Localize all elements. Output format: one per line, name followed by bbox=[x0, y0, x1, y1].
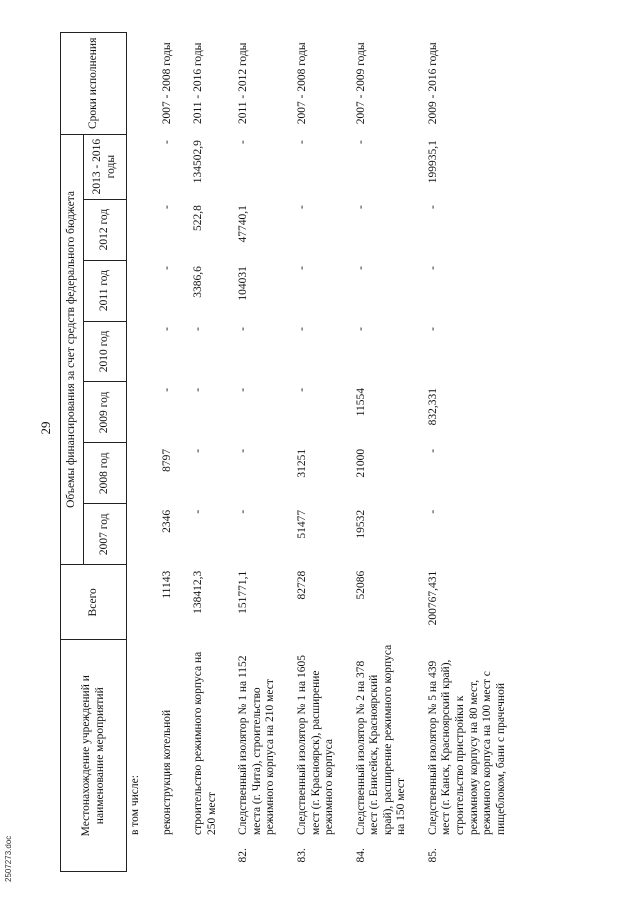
row-y2013-2016: - bbox=[354, 140, 367, 144]
row-number: 85. bbox=[426, 848, 439, 863]
row-y2007: 51477 bbox=[295, 509, 308, 539]
header-year-2013-2016: 2013 - 2016 годы bbox=[84, 134, 127, 199]
row-term: 2009 - 2016 годы bbox=[426, 42, 439, 125]
row-y2013-2016: 199935,1 bbox=[426, 140, 439, 184]
row-y2008: 8797 bbox=[160, 448, 173, 472]
row-y2012: - bbox=[426, 205, 439, 209]
row-y2011: - bbox=[426, 266, 439, 270]
row-y2013-2016 bbox=[127, 134, 145, 199]
row-y2007 bbox=[127, 504, 145, 565]
row-y2013-2016: - bbox=[295, 140, 308, 144]
header-year-2009: 2009 год bbox=[84, 382, 127, 443]
row-total: 52086 bbox=[354, 570, 367, 600]
row-y2009: - bbox=[160, 387, 173, 392]
row-y2008: - bbox=[192, 448, 205, 453]
row-y2010: - bbox=[295, 327, 308, 331]
funding-table bbox=[60, 32, 510, 872]
row-y2008 bbox=[127, 443, 145, 504]
row-name: Следственный изолятор № 5 на 439 мест (г. Канск, Красноярский край), строительство пристройки к режимному корпусу на 80 мест, режимного корпуса на 100 мест с пищеблоком, бани с прачечной bbox=[426, 659, 507, 835]
table-row bbox=[280, 33, 339, 872]
row-y2011: 3386,6 bbox=[192, 266, 205, 298]
row-y2009: - bbox=[192, 387, 205, 392]
row-name: реконструкция котельной bbox=[160, 709, 173, 835]
row-y2010: - bbox=[426, 327, 439, 331]
table-header bbox=[61, 33, 127, 872]
row-y2013-2016: - bbox=[237, 140, 250, 144]
row-total: 11143 bbox=[160, 570, 173, 599]
row-y2009: - bbox=[237, 387, 250, 392]
row-y2011 bbox=[127, 260, 145, 321]
row-term: 2011 - 2016 годы bbox=[192, 42, 205, 125]
row-number bbox=[145, 839, 177, 872]
row-term: 2007 - 2008 годы bbox=[160, 42, 173, 125]
row-y2012: - bbox=[354, 205, 367, 209]
table-row bbox=[221, 33, 280, 872]
row-name: строительство режимного корпуса на 250 мест bbox=[192, 651, 218, 835]
row-name: в том числе: bbox=[129, 775, 141, 835]
row-y2012 bbox=[127, 199, 145, 260]
row-total: 82728 bbox=[295, 570, 308, 600]
table-row bbox=[339, 33, 411, 872]
header-year-2010: 2010 год bbox=[84, 321, 127, 382]
row-y2010 bbox=[127, 321, 145, 382]
row-y2010: - bbox=[237, 327, 250, 331]
row-y2010: - bbox=[160, 327, 173, 331]
header-term: Сроки исполнения bbox=[61, 33, 127, 135]
row-name: Следственный изолятор № 1 на 1605 мест (г. Красноярск), расширение режимного корпуса bbox=[295, 655, 336, 835]
row-term: 2007 - 2008 годы bbox=[295, 42, 308, 125]
row-y2010: - bbox=[354, 327, 367, 331]
row-total: 138412,3 bbox=[192, 570, 205, 614]
row-term: 2011 - 2012 годы bbox=[237, 42, 250, 125]
rotated-page bbox=[38, 32, 608, 872]
row-y2007: 2346 bbox=[160, 509, 173, 533]
row-y2012: - bbox=[160, 205, 173, 209]
row-y2013-2016: 134502,9 bbox=[192, 140, 205, 184]
row-y2012: 47740,1 bbox=[237, 205, 250, 243]
row-y2008: 31251 bbox=[295, 448, 308, 478]
row-y2011: - bbox=[354, 266, 367, 270]
row-y2013-2016: - bbox=[160, 140, 173, 144]
row-name: Следственный изолятор № 1 на 1152 места (г. Чита), строительство режимного корпуса на 210 мест bbox=[237, 655, 277, 835]
row-y2008: - bbox=[426, 448, 439, 453]
table-row bbox=[176, 33, 221, 872]
row-number bbox=[176, 839, 221, 872]
row-y2011: - bbox=[160, 266, 173, 270]
row-y2009: 11554 bbox=[354, 387, 367, 417]
row-y2007: - bbox=[237, 509, 250, 514]
row-y2009 bbox=[127, 382, 145, 443]
table-body bbox=[127, 33, 511, 872]
row-term: 2007 - 2009 годы bbox=[354, 42, 367, 125]
row-y2007: 19532 bbox=[354, 509, 367, 539]
row-number: 84. bbox=[354, 848, 367, 863]
row-y2009: 832,331 bbox=[426, 387, 439, 426]
row-y2009: - bbox=[295, 387, 308, 392]
table-row bbox=[145, 33, 177, 872]
row-total bbox=[127, 565, 145, 640]
table-row bbox=[127, 33, 145, 872]
row-y2008: - bbox=[237, 448, 250, 453]
page-number: 29 bbox=[38, 421, 53, 435]
row-name: Следственный изолятор № 2 на 378 мест (г. Енисейск, Красноярский край), расширение режимного корпуса на 150 мест bbox=[354, 644, 408, 835]
row-y2011: - bbox=[295, 266, 308, 270]
table-row bbox=[411, 33, 510, 872]
row-y2007: - bbox=[192, 509, 205, 514]
header-year-2011: 2011 год bbox=[84, 260, 127, 321]
header-year-2008: 2008 год bbox=[84, 443, 127, 504]
header-year-2007: 2007 год bbox=[84, 504, 127, 565]
row-term bbox=[127, 33, 145, 135]
row-total: 151771,1 bbox=[237, 570, 250, 614]
row-number: 82. bbox=[237, 848, 250, 863]
header-place: Местонахождение учреждений и наименование мероприятий bbox=[61, 640, 127, 872]
row-number bbox=[127, 839, 145, 872]
row-y2012: 522,8 bbox=[192, 205, 205, 232]
row-y2011: 104031 bbox=[237, 266, 250, 301]
row-y2010: - bbox=[192, 327, 205, 331]
footer-filename: 2507273.doc bbox=[4, 835, 13, 882]
header-year-2012: 2012 год bbox=[84, 199, 127, 260]
row-y2008: 21000 bbox=[354, 448, 367, 478]
row-number: 83. bbox=[295, 848, 308, 863]
row-total: 200767,431 bbox=[426, 570, 439, 626]
header-total: Всего bbox=[61, 565, 127, 640]
row-y2007: - bbox=[426, 509, 439, 514]
row-y2012: - bbox=[295, 205, 308, 209]
header-funding-group: Объемы финансирования за счет средств федерального бюджета bbox=[61, 134, 84, 565]
